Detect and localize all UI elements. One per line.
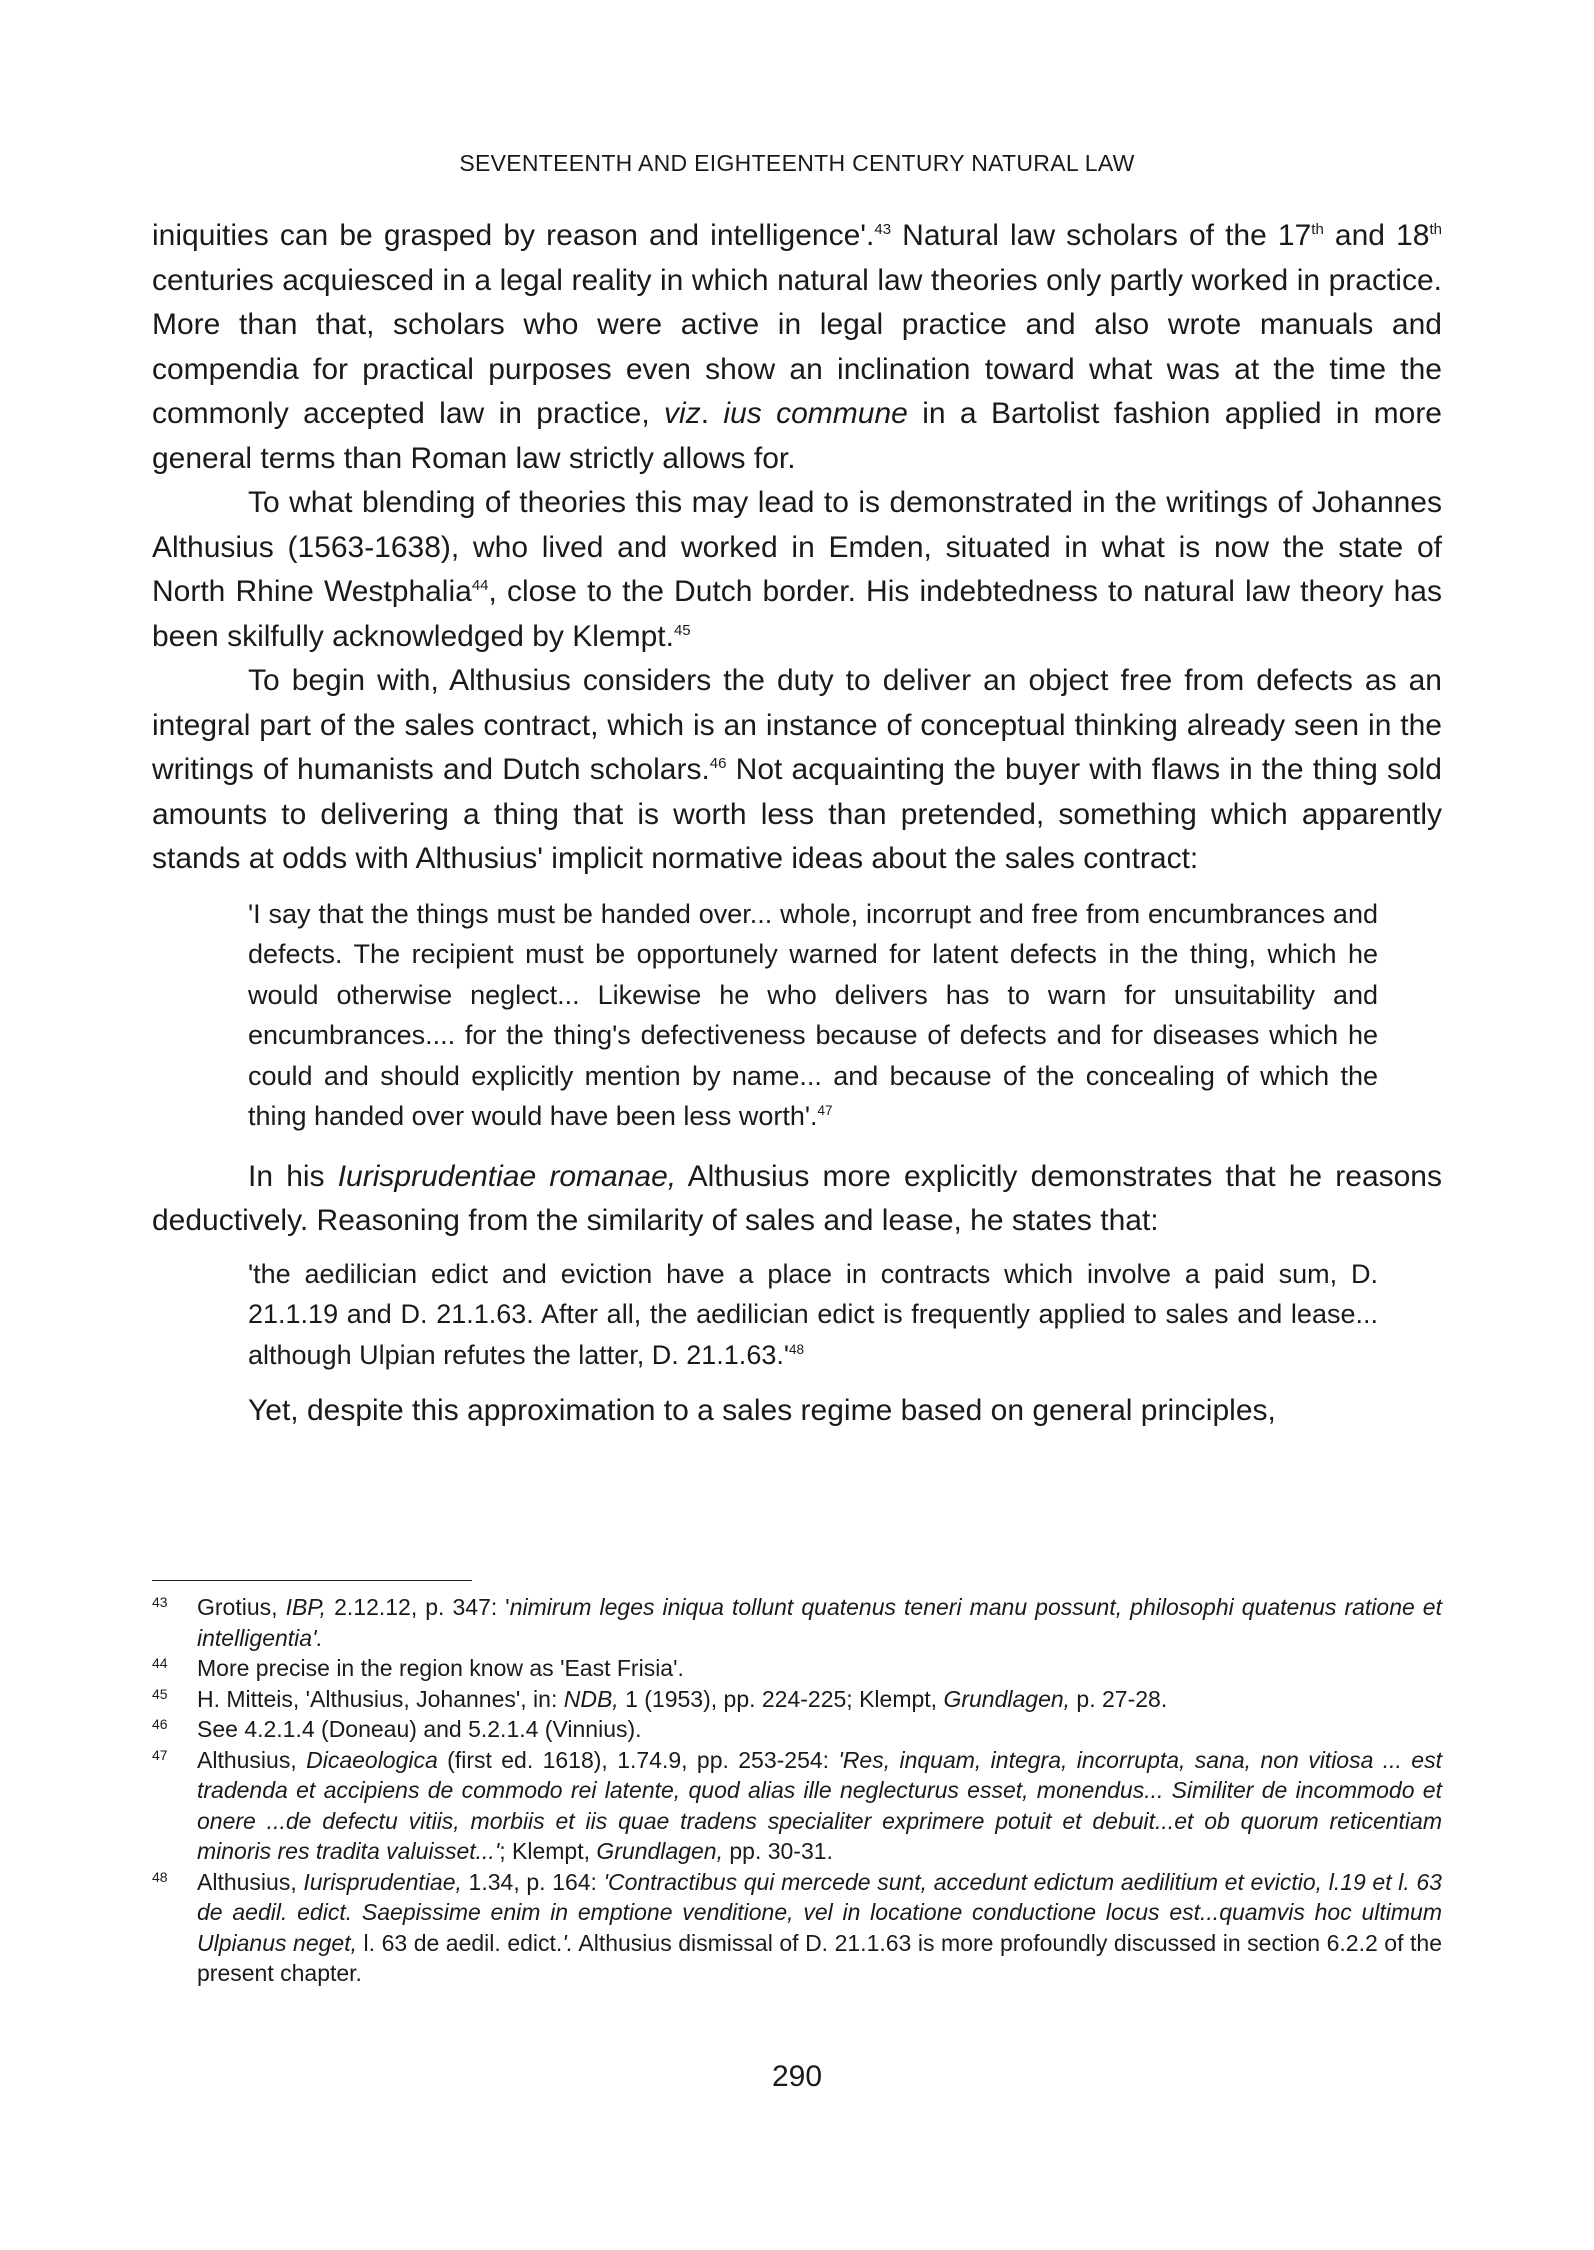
text: l. 63 de aedil. edict. [356, 1929, 563, 1956]
footnote-number: 46 [152, 1716, 168, 1732]
italic-text: Grundlagen, [943, 1685, 1071, 1712]
footnote-ref-48[interactable]: 48 [789, 1341, 805, 1357]
text: 1 (1953), pp. 224-225; Klempt, [618, 1685, 944, 1712]
page-number: 290 [771, 2060, 823, 2093]
italic-text: IBP, [285, 1594, 327, 1620]
text: , close to the Dutch border. His indebtedness to natural law theory has been skilfully acknowledged by Klempt. [152, 575, 1442, 653]
text: p. 27-28. [1070, 1685, 1168, 1712]
main-text [152, 214, 1442, 1434]
text: To begin with, Althusius considers the duty to deliver an object free from defects as an integral part of the sales contract, which is an instance of conceptual thinking already seen in the writings of humanists and Dutch scholars. [152, 664, 1442, 786]
block-quote-2 [248, 1254, 1378, 1376]
italic-text: 'Res, inquam, integra, incorrupta, sana, non vitiosa ... est tradenda et accipiens de commodo rei latente, quod alias ille neglecturus esset, monendus... Similiter de incommodo et onere ...de defectu vitiis, morbiis et iis quae tradens specialiter exprimere potuit et debuit...et ob quorum reticentiam minoris res tradita valuisset...' [197, 1746, 1442, 1864]
italic-text: Dicaeologica [306, 1746, 438, 1773]
footnote-text [197, 1592, 1442, 1653]
italic-text: Iurisprudentiae, [303, 1868, 462, 1895]
italic-text: NDB, [563, 1685, 619, 1712]
footnote-46 [152, 1714, 1442, 1745]
text: Althusius dismissal of D. 21.1.63 is more profoundly discussed in section 6.2.2 of the present chapter. [197, 1929, 1442, 1986]
italic-term: viz [664, 397, 701, 430]
italic-text: nimirum leges iniqua tollunt quatenus teneri manu possunt, philosophi quatenus ratione et intelligentia'. [197, 1594, 1442, 1651]
footnote-number: 47 [152, 1746, 168, 1763]
footnote-text [197, 1867, 1442, 1989]
footnote-ref-43[interactable]: 43 [874, 221, 892, 238]
footnote-ref-45[interactable]: 45 [673, 621, 691, 639]
quote-text: 'the aedilician edict and eviction have a place in contracts which involve a paid sum, D. 21.1.19 and D. 21.1.63. After all, the aedilician edict is frequently applied to sales and lease... although Ulpian refutes the latter, D. 21.1.63.' [248, 1258, 1378, 1370]
text: Althusius, [197, 1746, 307, 1773]
text: 2.12.12, p. 347: ' [326, 1594, 510, 1620]
text: centuries acquiesced in a legal reality in which natural law theories only partly worked in practice. More than that, scholars who were active in legal practice and also wrote manuals and compendia for practical purposes even show an inclination toward what was at the time the commonly accepted law in practice, [152, 263, 1442, 430]
italic-text: 'Contractibus qui mercede sunt, accedunt edictum aedilitium et evictio, l.19 et l. 63 de aedil. edict. Saepissime enim in emptione venditione, vel in locatione conductione locus est...quamvis hoc ultimum Ulpianus neget, [197, 1868, 1442, 1956]
ordinal-suffix: th [1311, 221, 1324, 238]
footnote-number: 43 [152, 1594, 168, 1610]
text: pp. 30-31. [722, 1838, 833, 1864]
paragraph-1 [152, 214, 1442, 481]
text: in a Bartolist fashion applied in more general terms than Roman law strictly allows for. [152, 397, 1442, 475]
footnote-ref-47[interactable]: 47 [817, 1103, 833, 1118]
italic-title: Iurisprudentiae romanae, [337, 1159, 677, 1193]
italic-text: '. [562, 1929, 574, 1956]
footnote-number: 44 [152, 1655, 168, 1671]
quote-text: 'I say that the things must be handed over... whole, incorrupt and free from encumbrances and defects. The recipient must be opportunely warned for latent defects in the thing, which he would otherwise neglect... Likewise he who delivers has to warn for unsuitability and encumbrances.... for the thing's defectiveness because of defects and for diseases which he could and should explicitly mention by name... and because of the concealing of which the thing handed over would have been less worth'. [248, 898, 1378, 1131]
footnote-ref-46[interactable]: 46 [709, 755, 727, 772]
footnote-separator [152, 1580, 472, 1581]
italic-text: Grundlagen, [596, 1838, 723, 1864]
footnote-44 [152, 1653, 1442, 1684]
paragraph-4 [152, 1155, 1442, 1244]
paragraph-5 [152, 1389, 1442, 1434]
text: H. Mitteis, 'Althusius, Johannes', in: [197, 1685, 564, 1712]
footnote-text [197, 1714, 1442, 1745]
text: More precise in the region know as 'East Frisia'. [197, 1655, 684, 1681]
text: (first ed. 1618), 1.74.9, pp. 253-254: [437, 1746, 839, 1773]
text: In his [248, 1159, 338, 1193]
text: Althusius, [197, 1868, 304, 1895]
footnote-text [197, 1684, 1442, 1715]
text: Yet, despite this approximation to a sales regime based on general principles, [248, 1394, 1276, 1427]
text: Althusius more explicitly demonstrates that he reasons deductively. Reasoning from the similarity of sales and lease, he states that: [152, 1159, 1442, 1237]
footnote-number: 45 [152, 1685, 168, 1702]
text: and 18 [1323, 219, 1430, 252]
footnote-48 [152, 1867, 1442, 1989]
footnote-text [197, 1653, 1442, 1684]
block-quote-1 [248, 894, 1378, 1137]
text: iniquities can be grasped by reason and intelligence'. [152, 219, 875, 252]
footnote-number: 48 [152, 1868, 168, 1885]
text: . [700, 397, 724, 430]
text: Not acquainting the buyer with flaws in the thing sold amounts to delivering a thing that is worth less than pretended, something which apparently stands at odds with Althusius' implicit normative ideas about the sales contract: [152, 753, 1442, 875]
running-header: SEVENTEENTH AND EIGHTEENTH CENTURY NATURAL LAW [459, 150, 1135, 176]
text: Grotius, [197, 1594, 286, 1620]
text: Natural law scholars of the 17 [891, 219, 1312, 252]
italic-term: ius commune [723, 397, 908, 430]
footnote-text [197, 1745, 1442, 1867]
paragraph-2 [152, 481, 1442, 659]
text: See 4.2.1.4 (Doneau) and 5.2.1.4 (Vinnius). [197, 1716, 642, 1742]
footnote-47 [152, 1745, 1442, 1867]
text: 1.34, p. 164: [461, 1868, 604, 1895]
text: ; Klempt, [499, 1838, 597, 1864]
footnote-43 [152, 1592, 1442, 1653]
paragraph-3 [152, 659, 1442, 882]
text: To what blending of theories this may lead to is demonstrated in the writings of Johannes Althusius (1563-1638), who lived and worked in Emden, situated in what is now the state of North Rhine Westphalia [152, 486, 1442, 608]
footnotes [152, 1592, 1442, 1989]
footnote-ref-44[interactable]: 44 [471, 577, 489, 594]
footnote-45 [152, 1684, 1442, 1715]
ordinal-suffix: th [1429, 221, 1442, 238]
